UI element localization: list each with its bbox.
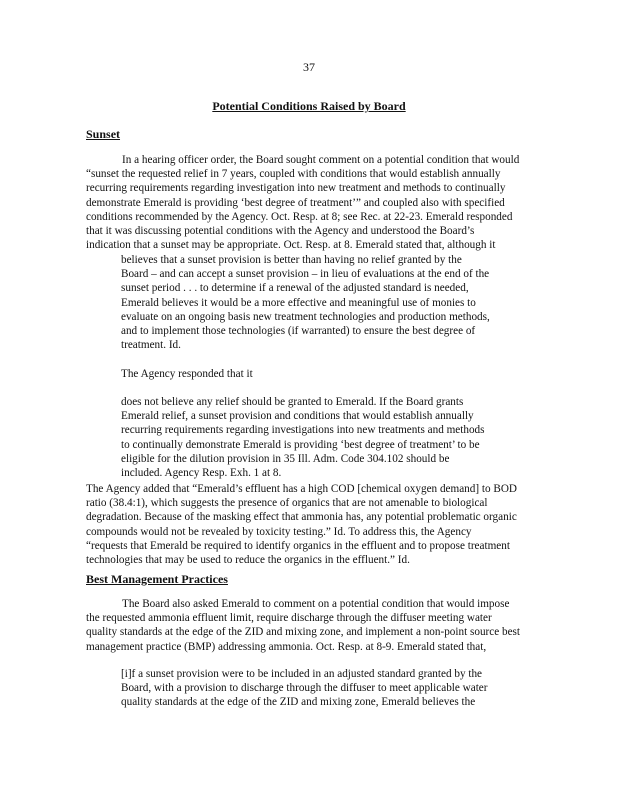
sunset-line: indication that a sunset may be appropriate. Oct. Resp. at 8. Emerald stated that, although it: [86, 239, 496, 252]
sunset-heading: Sunset: [86, 127, 121, 141]
paragraph-line: ratio (38.4:1), which suggests the presence of organics that are not amenable to biological: [86, 497, 488, 510]
page-number: 37: [303, 60, 315, 74]
quote-line: [i]f a sunset provision were to be included in an adjusted standard granted by the: [121, 668, 483, 680]
quote-line: treatment. Id.: [121, 339, 181, 352]
quote-line: Emerald relief, a sunset provision and conditions that would establish annually: [121, 410, 474, 423]
sunset-line: In a hearing officer order, the Board sought comment on a potential condition that would: [122, 154, 520, 166]
sunset-line: conditions recommended by the Agency. Oct. Resp. at 8; see Rec. at 22-23. Emerald responded: [86, 210, 513, 223]
quote-line: Emerald believes it would be a more effective and meaningful use of monies to: [121, 296, 476, 309]
sunset-line: recurring requirements regarding investigation into new treatment and methods to continually: [86, 182, 506, 195]
emerald-block-quote: [121, 253, 503, 352]
sunset-line: “sunset the requested relief in 7 years, coupled with conditions that would establish annually: [86, 168, 501, 181]
paragraph-line: compounds would not be revealed by toxicity testing.” Id. To address this, the Agency: [86, 525, 472, 538]
bmp-block-quote: [121, 667, 503, 710]
quote-line: quality standards at the edge of the ZID and mixing zone, Emerald believes the: [121, 696, 476, 709]
quote-line: recurring requirements regarding investigations into new treatments and methods: [121, 424, 485, 437]
quote-line: sunset period . . . to determine if a renewal of the adjusted standard is needed,: [121, 282, 469, 295]
agency-block-quote: [121, 395, 503, 480]
quote-line: to continually demonstrate Emerald is providing ‘best degree of treatment’ to be: [121, 438, 480, 451]
paragraph-line: technologies that may be used to reduce the organics in the effluent.” Id.: [86, 554, 410, 567]
paragraph-line: The Agency added that “Emerald’s effluent has a high COD [chemical oxygen demand] to BOD: [86, 483, 518, 495]
paragraph-line: “requests that Emerald be required to identify organics in the effluent and to propose treatment: [86, 539, 510, 552]
sunset-line: that it was discussing potential conditions with the Agency and understood the Board’s: [86, 225, 475, 238]
sunset-line: demonstrate Emerald is providing ‘best degree of treatment’” and coupled also with specified: [86, 196, 505, 209]
quote-line: and to implement those technologies (if warranted) to ensure the best degree of: [121, 325, 476, 338]
paragraph-line: The Board also asked Emerald to comment on a potential condition that would impose: [122, 598, 510, 610]
quote-line: included. Agency Resp. Exh. 1 at 8.: [121, 467, 282, 480]
paragraph-line: management practice (BMP) addressing ammonia. Oct. Resp. at 8-9. Emerald stated that,: [86, 640, 487, 653]
sunset-paragraph: [86, 153, 538, 252]
quote-line: Board – and can accept a sunset provision – in lieu of evaluations at the end of the: [121, 268, 490, 281]
quote-line: believes that a sunset provision is better than having no relief granted by the: [121, 254, 462, 266]
bmp-paragraph: [86, 597, 538, 654]
paragraph-line: quality standards at the edge of the ZID and mixing zone, and implement a non-point source best: [86, 626, 521, 639]
quote-line: evaluate on an ongoing basis new treatment technologies and production methods,: [121, 310, 490, 323]
paragraph-line: the requested ammonia effluent limit, require discharge through the diffuser meeting water: [86, 612, 492, 625]
quote-line: eligible for the dilution provision in 35 Ill. Adm. Code 304.102 should be: [121, 452, 450, 465]
paragraph-line: degradation. Because of the masking effect that ammonia has, any potential problematic organic: [86, 511, 517, 524]
quote-line: Board, with a provision to discharge through the diffuser to meet applicable water: [121, 682, 488, 695]
bmp-heading: Best Management Practices: [86, 572, 228, 586]
agency-intro: The Agency responded that it: [121, 368, 253, 380]
quote-line: does not believe any relief should be granted to Emerald. If the Board grants: [121, 396, 464, 408]
section-title: Potential Conditions Raised by Board: [212, 99, 406, 113]
agency-added-paragraph: [86, 482, 538, 567]
